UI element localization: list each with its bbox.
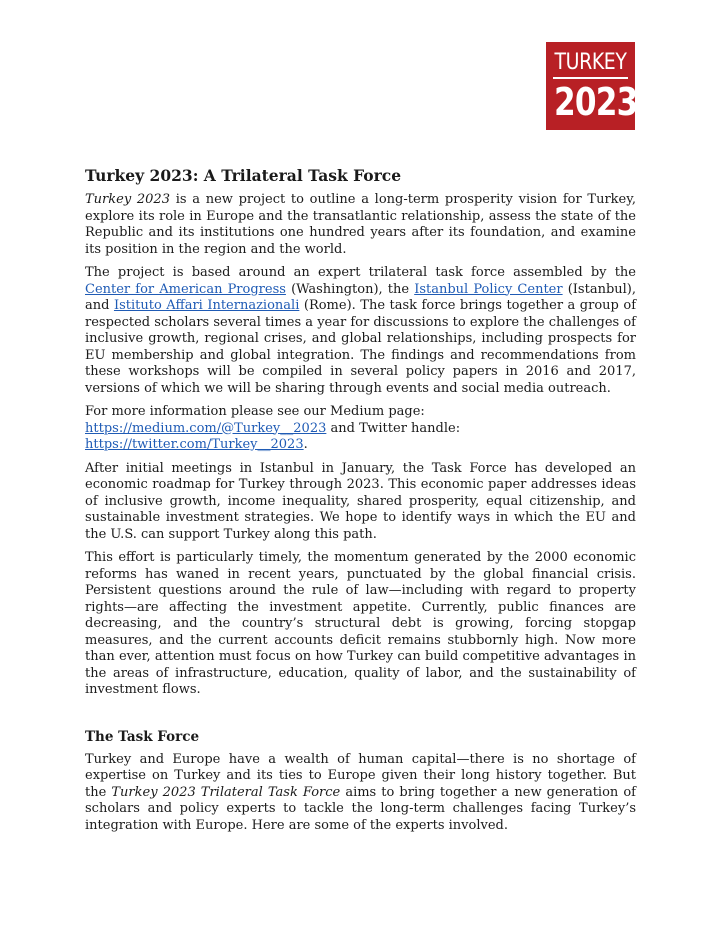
project-text-3: (Istanbul), and [85, 281, 637, 313]
center-for-american-progress-link[interactable]: Center for American Progress [85, 281, 286, 297]
task-force-paragraph [85, 752, 636, 835]
section-spacer [85, 706, 636, 728]
logo-line-2: 2023 [554, 80, 638, 124]
turkey-2023-logo [546, 42, 638, 130]
twitter-link[interactable]: https://twitter.com/Turkey__2023 [85, 437, 304, 452]
timeliness-paragraph: This effort is particularly timely, the momentum generated by the 2000 economic reforms has waned in recent years, punctuated by the global financial crisis. Persistent questions around the rule of law—including with regard to property rights—are affecting the investment appetite. Currently, public finances are decreasing, and the country’s structural debt is growing, forcing stopgap measures, and the current accounts deficit remains stubbornly high. Now more than ever, attention must focus on how Turkey can build competitive advantages in the areas of infrastructure, education, quality of labor, and the sustainability of investment flows. [85, 550, 636, 697]
task-force-name: Turkey 2023 Trilateral Task Force [111, 784, 341, 800]
intro-text: is a new project to outline a long-term prosperity vision for Turkey, explore its role in Europe and the transatlantic relationship, assess the state of the Republic and its institutions one hundred years after its foundation, and examine its position in the region and the world. [85, 192, 637, 257]
project-text-4: (Rome). The task force brings together a group of respected scholars several times a year for discussions to explore the challenges of inclusive growth, regional crises, and global relationships, including prospects for EU membership and global integration. The findings and recommendations from these workshops will be compiled in several policy papers in 2016 and 2017, versions of which we will be sharing through events and social media outreach. [85, 298, 636, 396]
roadmap-paragraph: After initial meetings in Istanbul in January, the Task Force has developed an economic roadmap for Turkey through 2023. This economic paper addresses ideas of inclusive growth, income inequality, shared prosperity, equal citizenship, and sustainable investment strategies. We hope to identify ways in which the EU and the U.S. can support Turkey along this path. [85, 460, 636, 542]
logo-line-1: TURKEY [554, 50, 627, 75]
task-force-text-2: aims to bring together a new generation of scholars and policy experts to tackle the long-term challenges facing Turkey’s integration with Europe. Here are some of the experts involved. [85, 784, 636, 833]
section-heading-task-force: The Task Force [85, 728, 200, 745]
istituto-affari-internazionali-link[interactable]: Istituto Affari Internazionali [113, 298, 300, 313]
medium-link[interactable]: https://medium.com/@Turkey__2023 [85, 420, 327, 436]
logo-divider [553, 77, 628, 79]
task-force-text-1: Turkey and Europe have a wealth of human capital—there is no shortage of expertise on Turkey and its ties to Europe given their long history together. But the [85, 751, 636, 800]
document-body [85, 166, 636, 841]
project-text-1: The project is based around an expert trilateral task force assembled by the [85, 265, 636, 280]
project-text-2: (Washington), the [285, 281, 415, 297]
project-name: Turkey 2023 [85, 192, 170, 207]
istanbul-policy-center-link[interactable]: Istanbul Policy Center [414, 281, 563, 297]
page-title: Turkey 2023: A Trilateral Task Force [85, 166, 402, 185]
project-paragraph [85, 265, 636, 397]
intro-paragraph [85, 192, 636, 258]
contact-text-3: . [303, 437, 308, 452]
contact-text-2: and Twitter handle: [326, 420, 461, 436]
contact-paragraph [85, 404, 636, 454]
contact-text-1: For more information please see our Medium page: [85, 404, 425, 419]
